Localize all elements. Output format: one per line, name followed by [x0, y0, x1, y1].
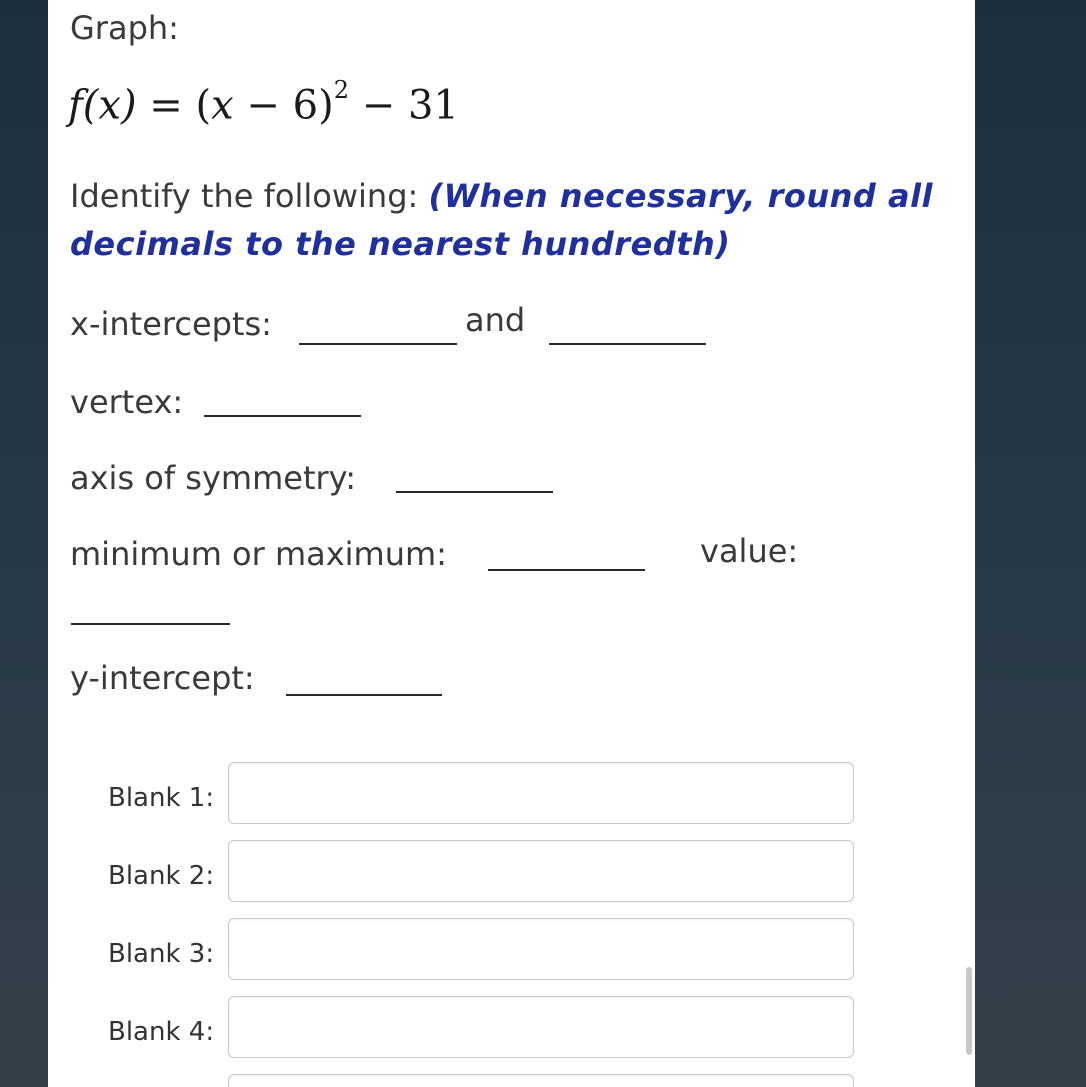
- vertex-label: vertex:: [70, 383, 184, 421]
- close-paren: ): [318, 82, 334, 129]
- x-intercept-1-blank-line: [299, 343, 457, 345]
- minus-sign: −: [246, 82, 280, 129]
- x-intercept-2-blank-line: [549, 343, 706, 345]
- blank-1-input[interactable]: [228, 762, 854, 824]
- exponent: 2: [333, 76, 349, 104]
- y-intercept-label: y-intercept:: [70, 659, 255, 697]
- blank-3-label: Blank 3:: [108, 939, 215, 969]
- equals-sign: =: [149, 82, 183, 129]
- and-label: and: [465, 301, 526, 339]
- minus-sign-2: −: [361, 82, 396, 129]
- blank-1-label: Blank 1:: [108, 783, 215, 813]
- blank-4-label: Blank 4:: [108, 1017, 215, 1047]
- axis-of-symmetry-label: axis of symmetry:: [70, 459, 357, 497]
- blank-4-input[interactable]: [228, 996, 854, 1058]
- function-name: f(x): [68, 82, 137, 129]
- vertex-blank-line: [204, 415, 361, 417]
- scrollbar-thumb[interactable]: [966, 967, 972, 1055]
- graph-heading: Graph:: [70, 9, 179, 47]
- question-panel: [48, 0, 975, 1087]
- blank-2-label: Blank 2:: [108, 861, 215, 891]
- instruction-prefix: Identify the following:: [70, 177, 419, 215]
- blank-3-input[interactable]: [228, 918, 854, 980]
- rounding-note-line-1: (When necessary, round all: [428, 177, 933, 215]
- value-label: value:: [700, 532, 799, 570]
- y-intercept-blank-line: [286, 694, 442, 696]
- h-value: 6: [292, 82, 319, 129]
- value-blank-line: [71, 623, 230, 625]
- variable-x: x: [211, 82, 234, 129]
- k-value: 31: [407, 82, 459, 129]
- function-equation: [68, 76, 459, 129]
- axis-of-symmetry-blank-line: [396, 491, 553, 493]
- blank-2-input[interactable]: [228, 840, 854, 902]
- rounding-note-line-2: decimals to the nearest hundredth): [70, 225, 731, 263]
- blank-5-input-partial[interactable]: [228, 1074, 854, 1087]
- min-or-max-label: minimum or maximum:: [70, 535, 447, 573]
- instruction-line-1: [70, 177, 933, 215]
- min-or-max-blank-line: [488, 569, 645, 571]
- open-paren: (: [195, 82, 212, 129]
- x-intercepts-label: x-intercepts:: [70, 305, 272, 343]
